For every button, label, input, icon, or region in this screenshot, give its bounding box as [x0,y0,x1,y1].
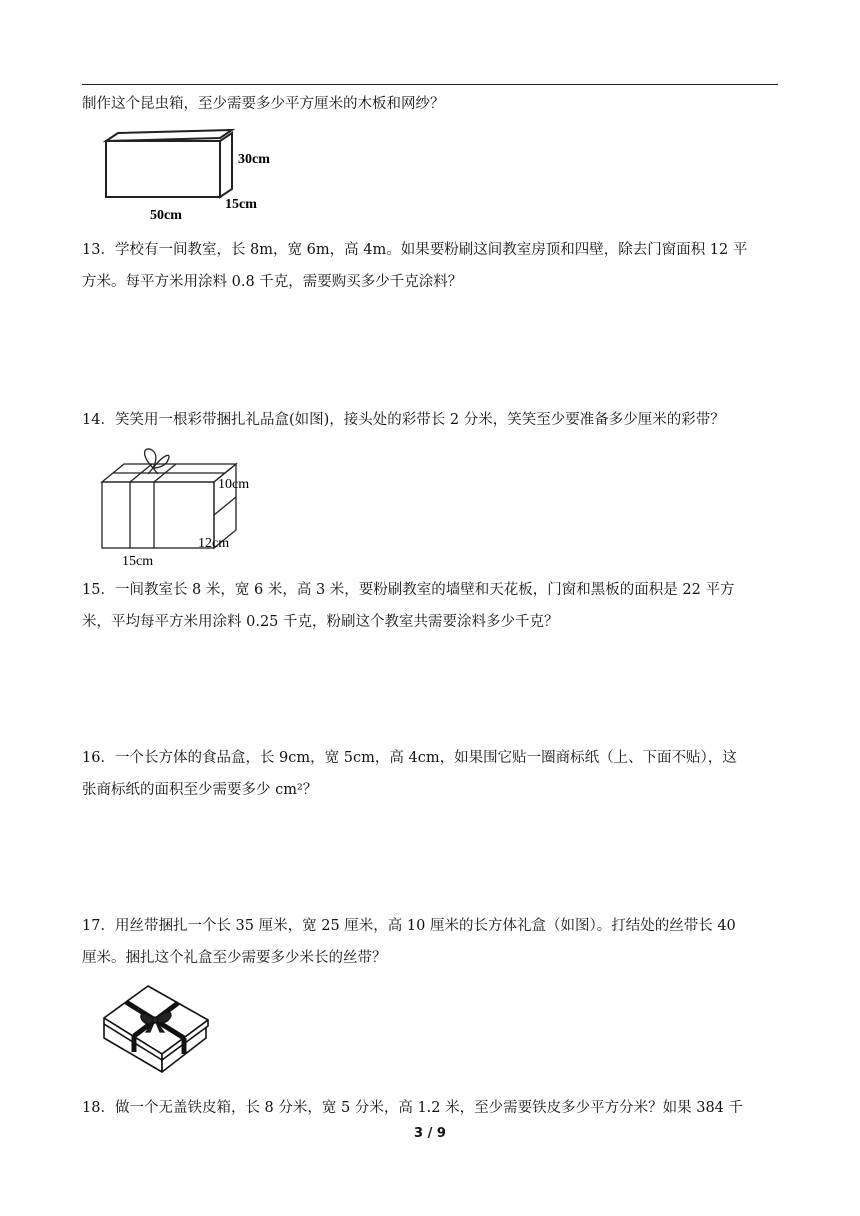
question-17: 17．用丝带捆扎一个长 35 厘米，宽 25 厘米，高 10 厘米的长方体礼盒（如图）。打结处的丝带长 40 厘米。捆扎这个礼盒至少需要多少米长的丝带？ [82,918,736,966]
insect-box-width-label: 15cm [225,197,257,212]
insect-box-length-label: 50cm [150,208,182,223]
page-number: 3 / 9 [414,1126,446,1141]
question-15: 15．一间教室长 8 米，宽 6 米，高 3 米，要粉刷教室的墙壁和天花板，门窗和黑板的面积是 22 平方 米，平均每平方米用涂料 0.25 千克，粉刷这个教室共需要涂料多少千克？ [82,582,735,630]
header-rule [82,84,778,85]
question-14: 14．笑笑用一根彩带捆扎礼品盒(如图)，接头处的彩带长 2 分米，笑笑至少要准备多少厘米的彩带？ [82,412,725,428]
ribbon-box-figure [100,982,212,1078]
question-16: 16．一个长方体的食品盒，长 9cm，宽 5cm，高 4cm，如果围它贴一圈商标纸（上、下面不贴），这 张商标纸的面积至少需要多少 cm²？ [82,750,737,798]
question-13: 13．学校有一间教室，长 8m，宽 6m，高 4m。如果要粉刷这间教室房顶和四壁，除去门窗面积 12 平 方米。每平方米用涂料 0.8 千克，需要购买多少千克涂料？ [82,242,748,290]
gift-box-height-label: 10cm [218,477,250,492]
gift-box-length-label: 15cm [122,554,154,568]
insect-box-figure [98,128,288,224]
gift-box-width-label: 12cm [198,536,230,551]
insect-box-height-label: 30cm [238,152,270,167]
question-12-continuation: 制作这个昆虫箱，至少需要多少平方厘米的木板和网纱？ [82,96,445,112]
gift-box-figure [96,444,276,568]
question-18: 18．做一个无盖铁皮箱，长 8 分米，宽 5 分米，高 1.2 米，至少需要铁皮多少平方分米？如果 384 千 [82,1100,744,1116]
